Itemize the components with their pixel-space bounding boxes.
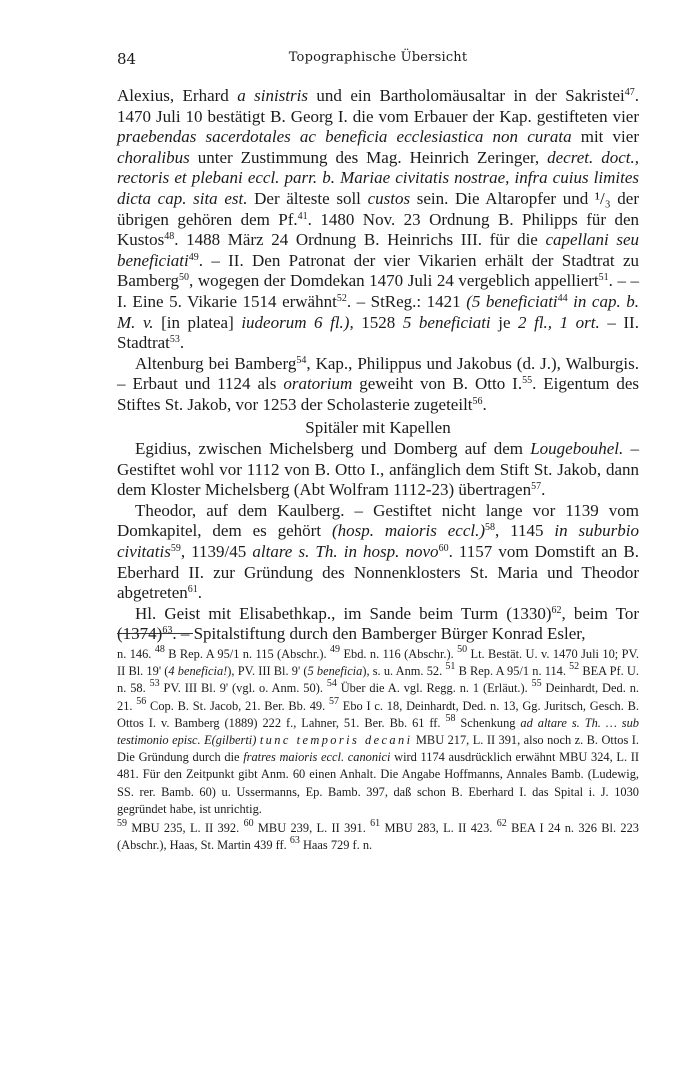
text-run: MBU 239, L. II 391. — [253, 821, 371, 836]
text-run: . 1157 vom Domstift an B. Eberhard II. zur Gründung des Nonnenklosters St. Maria und Theodor abgetreten — [117, 542, 639, 603]
text-run: MBU 217, L. II 391, also noch z. B. Ottos I. Die Gründung durch die — [117, 733, 639, 765]
italic-run: fratres maioris eccl. canonici — [243, 750, 391, 765]
text-run: Lt. Bestät. U. v. 1470 Juli 10; PV. II Bl. 19' ( — [117, 647, 639, 679]
footnote-ref: 59 — [170, 543, 181, 555]
italic-run: iudeorum 6 fl.), — [241, 312, 354, 332]
text-run: . Eigentum des Stiftes St. Jakob, vor 1253 der Scholasterie zugeteilt — [117, 374, 640, 414]
paragraph-theodor — [117, 501, 639, 604]
footnote-ref: 57 — [329, 695, 339, 707]
footnote-ref: 61 — [370, 818, 381, 830]
text-run: ), s. u. Anm. 52. — [362, 664, 446, 679]
text-run: MBU 283, L. II 423. — [380, 821, 497, 836]
text-run: mit vier — [571, 127, 639, 147]
paragraph-egidius — [117, 439, 639, 501]
italic-run: 5 beneficia — [307, 664, 363, 679]
italic-run: capellani seu beneficiati — [117, 230, 640, 270]
text-run: , beim Tor (1374) — [117, 603, 640, 644]
page-header — [117, 50, 639, 72]
text-run: . 1488 März 24 Ordnung B. Heinrichs III. für die — [174, 230, 546, 250]
text-run: Alexius, Erhard — [117, 86, 238, 105]
footnote-ref: 63 — [162, 625, 173, 637]
italic-run: in suburbio civitatis — [117, 521, 639, 562]
text-run: Schenkung — [455, 715, 521, 730]
text-run: sein. Die Altaropfer und ¹/₃ der übrigen gehören dem Pf. — [117, 188, 640, 229]
footnote-block-2 — [117, 820, 639, 854]
page-number: 84 — [117, 50, 137, 68]
footnote-ref: 52 — [336, 292, 347, 304]
paragraph-hl-geist — [117, 604, 639, 645]
italic-run: praebendas sacerdotales ac beneficia ecclesiastica non curata — [117, 127, 572, 147]
text-run: Hl. Geist mit Elisabethkap., im Sande beim Turm (1330) — [135, 603, 552, 623]
text-run: Haas 729 f. n. — [299, 838, 373, 853]
footnote-ref: 48 — [164, 231, 175, 243]
footnote-ref: 60 — [438, 543, 449, 555]
footnote-ref: 57 — [531, 481, 542, 493]
footnote-ref: 53 — [149, 678, 160, 690]
text-run: n. 146. — [117, 647, 155, 661]
text-run: Altenburg bei Bamberg — [135, 353, 297, 373]
text-run: . — [541, 480, 546, 500]
footnote-ref: 47 — [624, 87, 635, 98]
text-run: Cop. B. St. Jacob, 21. Ber. Bb. 49. — [146, 698, 329, 713]
text-run: , 1139/45 — [180, 542, 253, 562]
footnote-ref: 51 — [598, 272, 609, 284]
footnote-ref: 62 — [496, 818, 507, 830]
paragraph-altenburg — [117, 354, 639, 416]
italic-run: altare s. Th. in hosp. novo — [252, 542, 439, 562]
footnote-ref: 41 — [297, 210, 308, 222]
footnote-ref: 52 — [569, 661, 580, 673]
text-run: . – – I. Eine 5. Vikarie 1514 erwähnt — [117, 271, 639, 311]
running-title: Topographische Übersicht — [288, 50, 468, 65]
footnote-ref: 50 — [179, 272, 190, 284]
italic-run: 4 beneficia! — [168, 664, 228, 679]
text-run: – II. Stadtrat — [117, 312, 639, 353]
spaced-italic-run: tunc temporis decani — [259, 733, 413, 748]
footnote-ref: 56 — [136, 695, 147, 707]
text-run: . — [197, 583, 203, 603]
footnote-divider — [117, 633, 193, 634]
footnote-ref: 50 — [457, 644, 468, 655]
text-run: MBU 235, L. II 392. — [127, 821, 244, 836]
text-run: Über die A. vgl. Regg. n. 1 (Erläut.). — [336, 681, 532, 696]
text-run: ), PV. III Bl. 9' ( — [227, 664, 308, 679]
footnote-ref: 58 — [485, 522, 495, 534]
footnote-ref: 63 — [289, 835, 300, 847]
footnotes — [117, 646, 639, 854]
footnote-ref: 61 — [187, 584, 198, 596]
text-run: – Gestiftet wohl vor 1112 von B. Otto I., anfänglich dem Stift St. Jakob, dann dem Kloster Michelsberg (Abt Wolfram 1112-23) übertragen — [117, 439, 639, 500]
paragraph-alexius — [117, 86, 639, 354]
footnote-ref: 60 — [243, 818, 254, 830]
footnote-ref: 55 — [531, 678, 542, 690]
text-run: BEA Pf. U. n. 58. — [117, 664, 639, 696]
footnote-ref: 58 — [445, 712, 456, 724]
text-run: PV. III Bl. 9' (vgl. o. Anm. 50). — [159, 681, 327, 696]
footnote-ref: 53 — [169, 334, 180, 346]
text-run: Deinhardt, Ded. n. 21. — [117, 681, 639, 713]
text-run: Egidius, zwischen Michelsberg und Domberg auf dem — [135, 439, 531, 459]
italic-run: decret. doct., rectoris et plebani eccl. parr. b. Mariae civitatis nostrae, infra cuius limites dicta cap. sita est. — [117, 147, 639, 208]
footnote-ref: 49 — [188, 251, 199, 263]
text-run: B Rep. A 95/1 n. 115 (Abschr.). — [164, 647, 331, 661]
italic-run: Lougebouhel. — [530, 439, 624, 459]
footnote-ref: 54 — [326, 678, 337, 690]
italic-run: in cap. b. M. v. — [117, 291, 639, 332]
main-text — [117, 86, 639, 645]
footnote-block-1 — [117, 646, 639, 818]
text-run: , 1145 — [495, 521, 555, 541]
text-run: 1528 — [353, 312, 403, 332]
text-run: Theodor, auf dem Kaulberg. – Gestiftet nicht lange vor 1139 vom Domkapitel, dem es gehört — [117, 500, 639, 541]
footnote-ref: 44 — [557, 292, 568, 304]
text-run: [in platea] — [153, 312, 242, 332]
text-run: . 1470 Juli 10 bestätigt B. Georg I. die vom Erbauer der Kap. gestifteten vier — [117, 86, 640, 126]
italic-run: custos — [367, 188, 411, 208]
footnote-ref: 55 — [522, 375, 533, 387]
section-heading: Spitäler mit Kapellen — [305, 417, 451, 437]
italic-run: a sinistris — [237, 86, 308, 105]
text-run: . 1480 Nov. 23 Ordnung B. Philipps für den Kustos — [117, 209, 639, 250]
italic-run: 5 beneficiati — [402, 312, 491, 332]
text-run: . — [482, 394, 487, 414]
footnote-ref: 59 — [117, 818, 127, 830]
italic-run: (5 beneficiati — [466, 291, 558, 311]
italic-run: choralibus — [117, 147, 190, 167]
text-run: je — [490, 312, 519, 332]
italic-run: (hosp. maioris eccl.) — [331, 521, 485, 541]
text-run: Ebd. n. 116 (Abschr.). — [340, 647, 458, 661]
text-run: unter Zustimmung des Mag. Heinrich Zeringer, — [189, 147, 548, 167]
text-run: und ein Bartholomäusaltar in der Sakristei — [308, 86, 625, 105]
text-run: . — [179, 333, 185, 353]
footnote-ref: 62 — [551, 604, 562, 616]
footnote-ref: 49 — [330, 644, 341, 655]
text-run: B Rep. A 95/1 n. 114. — [455, 664, 570, 679]
italic-run: ad altare s. Th. … sub testimonio episc. E(gilberti) — [117, 715, 639, 748]
footnote-ref: 48 — [154, 644, 165, 655]
text-run: Ebo I c. 18, Deinhardt, Ded. n. 13, Gg. Juritsch, Gesch. B. Ottos I. v. Bamberg (1889) 222 f., Lahner, 51. Ber. Bb. 61 ff. — [117, 698, 639, 730]
text-run: geweiht von B. Otto I. — [352, 374, 523, 394]
text-run: . – II. Den Patronat der vier Vikarien erhält der Stadtrat zu Bamberg — [117, 250, 639, 291]
footnote-ref: 54 — [296, 354, 307, 366]
text-run: Der älteste soll — [247, 188, 368, 208]
text-run: wird 1174 ausdrücklich erwähnt MBU 324, L. II 481. Für den Zeitpunkt gibt Anm. 60 einen Anhalt. Die Angabe Hoffmanns, Annales Bamb. (Ludewig, SS. rer. Bamb. 60) u. Ussermanns, Ep. Bamb. 397, daß schon B. Eberhard I. das Spital i. J. 1030 gegründet habe, ist unrichtig. — [117, 750, 639, 816]
italic-run: oratorium — [283, 374, 353, 394]
text-run: , Kap., Philippus und Jakobus (d. J.), Walburgis. – Erbaut und 1124 als — [117, 353, 639, 394]
text-run: . – Spitalstiftung durch den Bamberger Bürger Konrad Esler, — [172, 624, 586, 644]
italic-run: 2 fl., 1 ort. — [518, 312, 600, 332]
text-run: BEA I 24 n. 326 Bl. 223 (Abschr.), Haas, St. Martin 439 ff. — [117, 821, 640, 853]
footnote-ref: 56 — [472, 395, 483, 407]
text-run: . – StReg.: 1421 — [346, 291, 467, 311]
footnote-ref: 51 — [445, 661, 456, 673]
text-run: , wogegen der Domdekan 1470 Juli 24 vergeblich appelliert — [189, 271, 599, 291]
